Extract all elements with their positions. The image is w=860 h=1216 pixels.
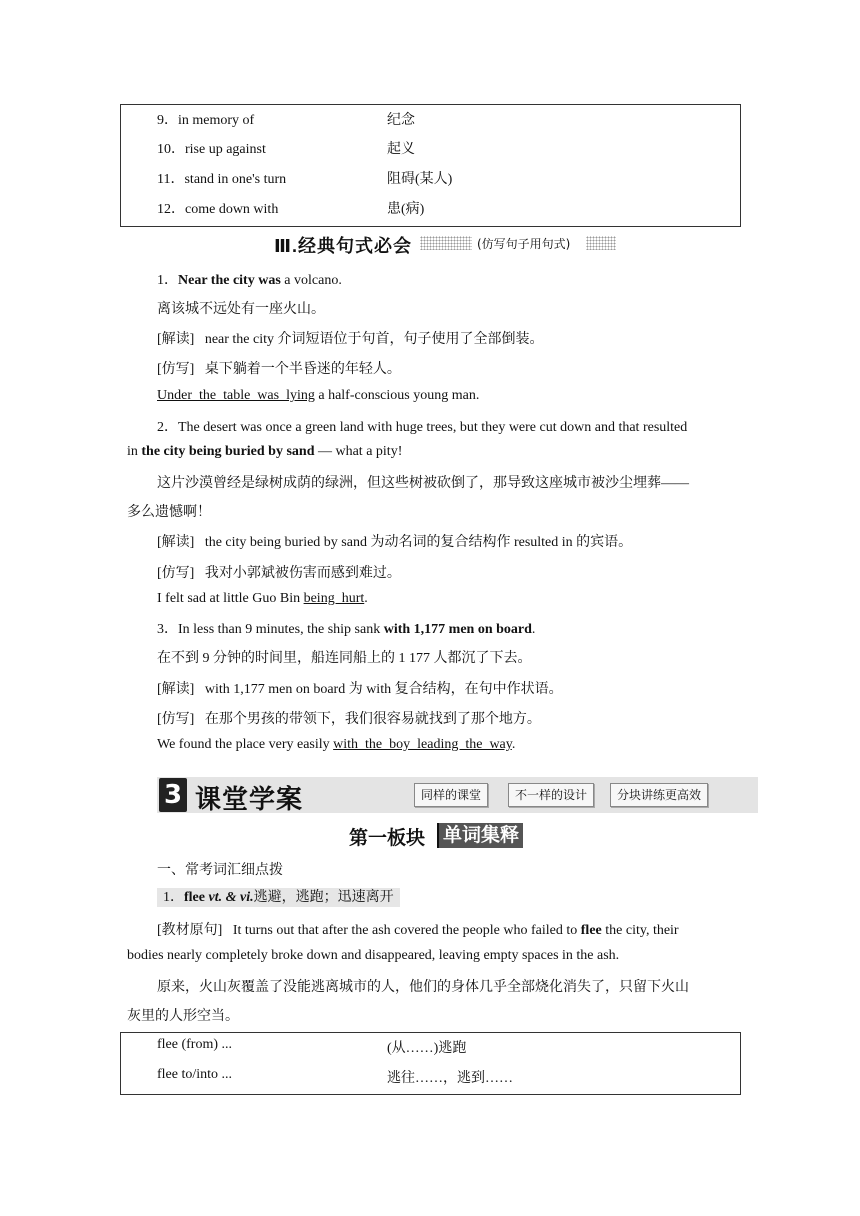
- lesson-banner: [157, 777, 758, 813]
- section-number-badge: 3: [159, 778, 187, 812]
- vocab-word: flee: [184, 890, 205, 905]
- answer-1: Under the table was lying a half-conscious young man.: [157, 388, 480, 403]
- sentence-2-line2: in the city being buried by sand — what a pity!: [127, 444, 403, 459]
- phrase-en: flee (from) ...: [157, 1037, 233, 1052]
- sentence-3-translation: 在不到 9 分钟的时间里，船连同船上的 1 177 人都沉了下去。: [157, 651, 532, 666]
- section-heading: [274, 231, 620, 257]
- phrase-zh: (从……)逃跑: [387, 1041, 467, 1056]
- answer-blank: with the boy leading the way: [333, 737, 512, 752]
- vocab-heading: 一、常考词汇细点拨: [157, 862, 283, 878]
- sentence-1-translation: 离该城不远处有一座火山。: [157, 302, 325, 317]
- section-title: Ⅲ.经典句式必会: [274, 236, 413, 256]
- sentence-2-translation-cont: 多么遗憾啊！: [127, 505, 211, 520]
- banner-title: 课堂学案: [195, 785, 304, 815]
- dotted-decoration: [420, 236, 472, 250]
- banner-tag: 同样的课堂: [414, 783, 488, 807]
- analysis-1: [解读] near the city 介词短语位于句首，句子使用了全部倒装。: [157, 332, 544, 347]
- source-translation-cont: 灰里的人形空当。: [127, 1009, 239, 1024]
- phrase-en: 11．stand in one's turn: [157, 172, 287, 187]
- answer-2: I felt sad at little Guo Bin being hurt.: [157, 591, 368, 606]
- phrase-zh: 逃往……，逃到……: [387, 1071, 513, 1086]
- sentence-2-line1: 2．The desert was once a green land with huge trees, but they were cut down and that resulted: [157, 420, 688, 435]
- phrase-zh: 阻碍(某人): [387, 172, 453, 187]
- imitation-3: [仿写] 在那个男孩的带领下，我们很容易就找到了那个地方。: [157, 712, 541, 727]
- phrase-en: 10．rise up against: [157, 142, 266, 157]
- sentence-1: 1．Near the city was a volcano.: [157, 273, 342, 288]
- vocab-item-heading: 1．flee vt. & vi.逃避，逃跑；迅速离开: [157, 886, 400, 906]
- dotted-decoration: [586, 236, 616, 250]
- bold-phrase: Near the city was: [178, 273, 281, 288]
- section-subtitle: (仿写句子用句式): [477, 237, 571, 251]
- source-translation: 原来，火山灰覆盖了没能逃离城市的人，他们的身体几乎全部烧化消失了，只留下火山: [157, 980, 689, 995]
- board-heading-right: 单词集释: [437, 823, 523, 848]
- banner-tag: 不一样的设计: [508, 783, 594, 807]
- imitation-2: [仿写] 我对小郭斌被伤害而感到难过。: [157, 566, 401, 581]
- phrase-zh: 起义: [387, 142, 415, 157]
- analysis-2: [解读] the city being buried by sand 为动名词的复合结构作 resulted in 的宾语。: [157, 535, 633, 550]
- board-heading-left: 第一板块: [349, 827, 426, 849]
- answer-blank: Under the table was lying: [157, 388, 315, 403]
- source-sentence-cont: bodies nearly completely broke down and disappeared, leaving empty spaces in the ash.: [127, 948, 620, 963]
- answer-blank: being hurt: [303, 591, 365, 606]
- phrase-en: flee to/into ...: [157, 1067, 233, 1082]
- banner-tag: 分块讲练更高效: [610, 783, 708, 807]
- analysis-3: [解读] with 1,177 men on board 为 with 复合结构，在句中作状语。: [157, 682, 563, 697]
- phrase-zh: 患(病): [387, 202, 425, 217]
- imitation-1: [仿写] 桌下躺着一个半昏迷的年轻人。: [157, 362, 401, 377]
- sentence-3: 3．In less than 9 minutes, the ship sank with 1,177 men on board.: [157, 622, 536, 637]
- source-sentence: [教材原句] It turns out that after the ash covered the people who failed to flee the city, their: [157, 923, 679, 938]
- bold-phrase: the city being buried by sand: [141, 444, 315, 459]
- answer-3: We found the place very easily with the boy leading the way.: [157, 737, 516, 752]
- phrase-en: 12．come down with: [157, 202, 279, 217]
- phrase-en: 9．in memory of: [157, 113, 255, 128]
- sentence-2-translation: 这片沙漠曾经是绿树成荫的绿洲，但这些树被砍倒了，那导致这座城市被沙尘埋葬——: [157, 476, 689, 491]
- bold-phrase: with 1,177 men on board: [383, 622, 532, 637]
- phrase-zh: 纪念: [387, 113, 415, 128]
